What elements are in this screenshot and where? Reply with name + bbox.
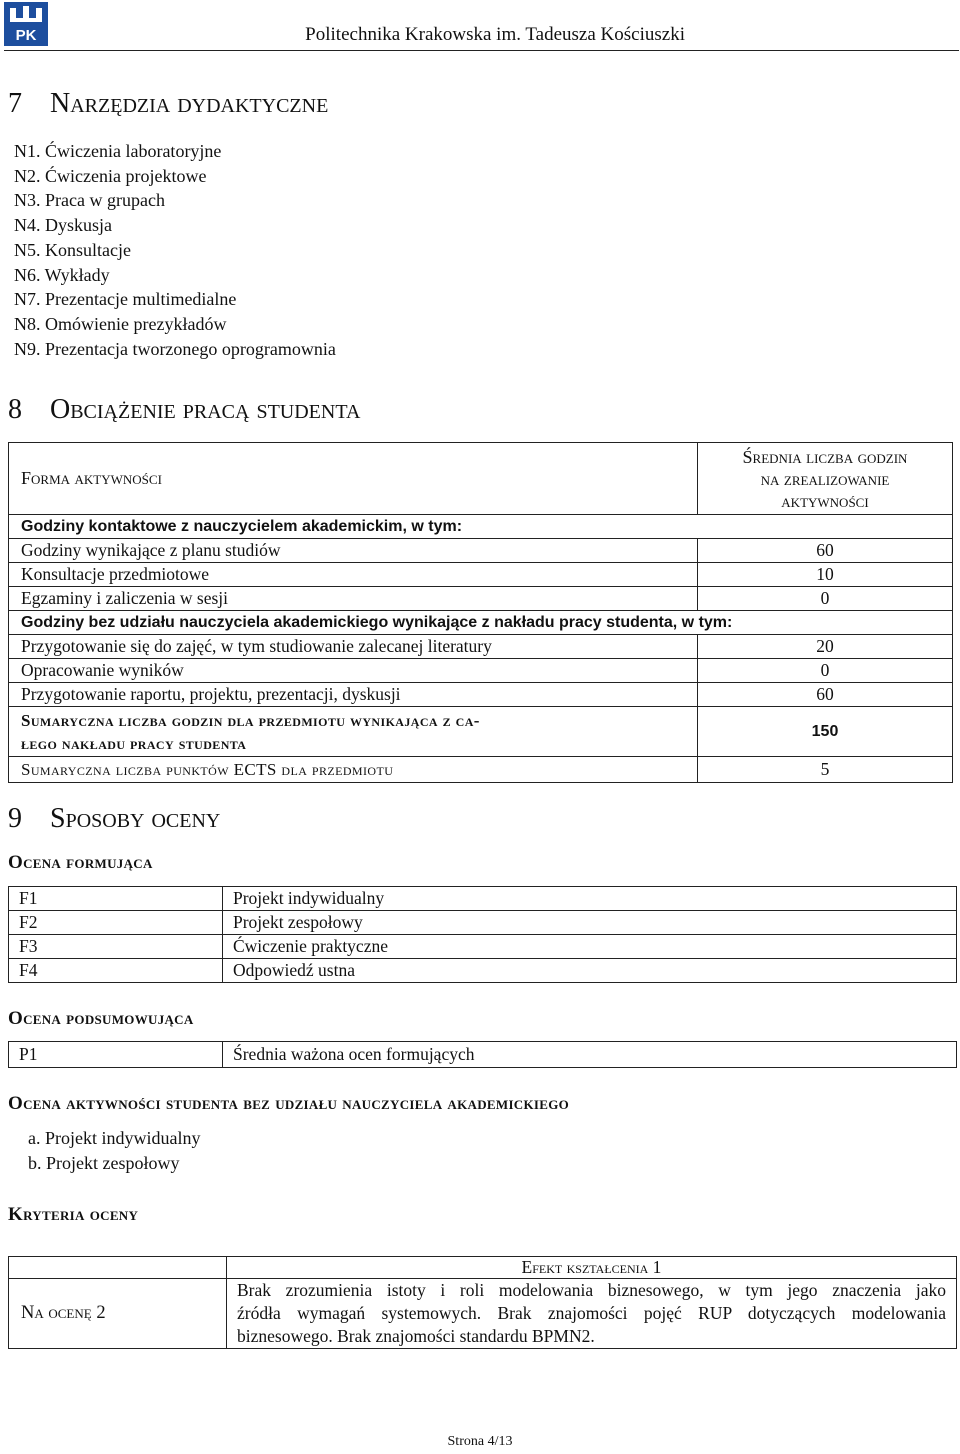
list-item: N5. Konsultacje	[14, 239, 131, 260]
list-item: N6. Wykłady	[14, 264, 110, 285]
table-row	[9, 911, 957, 935]
desc-cell: Projekt zespołowy	[223, 911, 957, 935]
table-header-row	[9, 1257, 957, 1279]
list-item: a. Projekt indywidualny	[28, 1128, 201, 1148]
table-header-row	[9, 443, 953, 515]
desc-cell: Średnia ważona ocen formujących	[223, 1042, 957, 1068]
total-ects-label: Sumaryczna liczba punktów ECTS dla przedmiotu	[9, 757, 698, 783]
row-value: 60	[698, 539, 953, 563]
code-cell: F4	[9, 959, 223, 983]
university-logo	[4, 2, 48, 46]
row-label: Godziny wynikające z planu studiów	[9, 539, 698, 563]
row-label: Przygotowanie się do zajęć, w tym studiowanie zalecanej literatury	[9, 635, 698, 659]
code-cell: F2	[9, 911, 223, 935]
section-8-title: 8 Obciążenie pracą studenta	[8, 394, 361, 425]
list-item: N8. Omówienie prezykładów	[14, 313, 227, 334]
table-row	[9, 683, 953, 707]
row-value: 10	[698, 563, 953, 587]
table-row	[9, 959, 957, 983]
desc-cell: Odpowiedź ustna	[223, 959, 957, 983]
effect-header: Efekt kształcenia 1	[227, 1257, 957, 1279]
desc-cell: Projekt indywidualny	[223, 887, 957, 911]
list-item: N3. Praca w grupach	[14, 190, 165, 211]
table-row	[9, 1279, 957, 1349]
table-row	[9, 635, 953, 659]
institution-name: Politechnika Krakowska im. Tadeusza Kościuszki	[305, 24, 685, 45]
col-header-form: Forma aktywności	[9, 443, 698, 515]
row-label: Egzaminy i zaliczenia w sesji	[9, 587, 698, 611]
row-value: 0	[698, 659, 953, 683]
table-total-row	[9, 757, 953, 783]
list-item: N9. Prezentacja tworzonego oprogramownia	[14, 338, 336, 359]
code-cell: P1	[9, 1042, 223, 1068]
list-item: N1. Ćwiczenia laboratoryjne	[14, 141, 222, 161]
code-cell: F1	[9, 887, 223, 911]
page-number: Strona 4/13	[447, 1434, 513, 1449]
workload-table	[8, 442, 953, 783]
row-value: 20	[698, 635, 953, 659]
formative-title: Ocena formująca	[8, 852, 153, 873]
criteria-description: Brak zrozumienia istoty i roli modelowania biznesowego, w tym jego znaczenia jako źródła wymagań systemowych. Brak znajomości pojęć RUP dotyczących modelowania biznesowego. Brak znajomości standardu BPMN2.	[227, 1279, 957, 1349]
table-group-row	[9, 515, 953, 539]
svg-text:PK: PK	[15, 27, 37, 44]
total-ects-value: 5	[698, 757, 953, 783]
list-item: b. Projekt zespołowy	[28, 1153, 180, 1173]
group-contact-hours: Godziny kontaktowe z nauczycielem akademickim, w tym:	[9, 515, 953, 539]
table-total-row	[9, 707, 953, 757]
table-row	[9, 1042, 957, 1068]
criteria-table	[8, 1256, 957, 1349]
row-label: Konsultacje przedmiotowe	[9, 563, 698, 587]
table-row	[9, 659, 953, 683]
row-value: 0	[698, 587, 953, 611]
row-value: 60	[698, 683, 953, 707]
teaching-tools-list	[14, 139, 336, 361]
table-row	[9, 935, 957, 959]
list-item: N2. Ćwiczenia projektowe	[14, 165, 207, 186]
row-label: Przygotowanie raportu, projektu, prezentacji, dyskusji	[9, 683, 698, 707]
section-7-title: 7 Narzędzia dydaktyczne	[8, 88, 329, 119]
list-item: N4. Dyskusja	[14, 215, 112, 236]
desc-cell: Ćwiczenie praktyczne	[223, 935, 957, 959]
independent-activity-list	[28, 1126, 200, 1176]
list-item: N7. Prezentacje multimedialne	[14, 289, 237, 310]
table-row	[9, 887, 957, 911]
col-header-hours: Średnia liczba godzin na zrealizowanie aktywności	[698, 443, 953, 515]
total-hours-value: 150	[698, 707, 953, 757]
table-row	[9, 539, 953, 563]
independent-activity-title: Ocena aktywności studenta bez udziału nauczyciela akademickiego	[8, 1093, 570, 1114]
header-divider	[4, 50, 959, 51]
empty-cell	[9, 1257, 227, 1279]
table-group-row	[9, 611, 953, 635]
formative-table	[8, 886, 957, 983]
criteria-title: Kryteria oceny	[8, 1204, 139, 1225]
table-row	[9, 587, 953, 611]
summative-table	[8, 1041, 957, 1068]
grade-label: Na ocenę 2	[9, 1279, 227, 1349]
page-header	[0, 0, 960, 52]
table-row	[9, 563, 953, 587]
code-cell: F3	[9, 935, 223, 959]
summative-title: Ocena podsumowująca	[8, 1008, 194, 1029]
row-label: Opracowanie wyników	[9, 659, 698, 683]
section-9-title: 9 Sposoby oceny	[8, 803, 221, 834]
group-independent-hours: Godziny bez udziału nauczyciela akademickiego wynikające z nakładu pracy studenta, w tym:	[9, 611, 953, 635]
total-hours-label: Sumaryczna liczba godzin dla przedmiotu wynikająca z ca- łego nakładu pracy studenta	[9, 707, 698, 757]
